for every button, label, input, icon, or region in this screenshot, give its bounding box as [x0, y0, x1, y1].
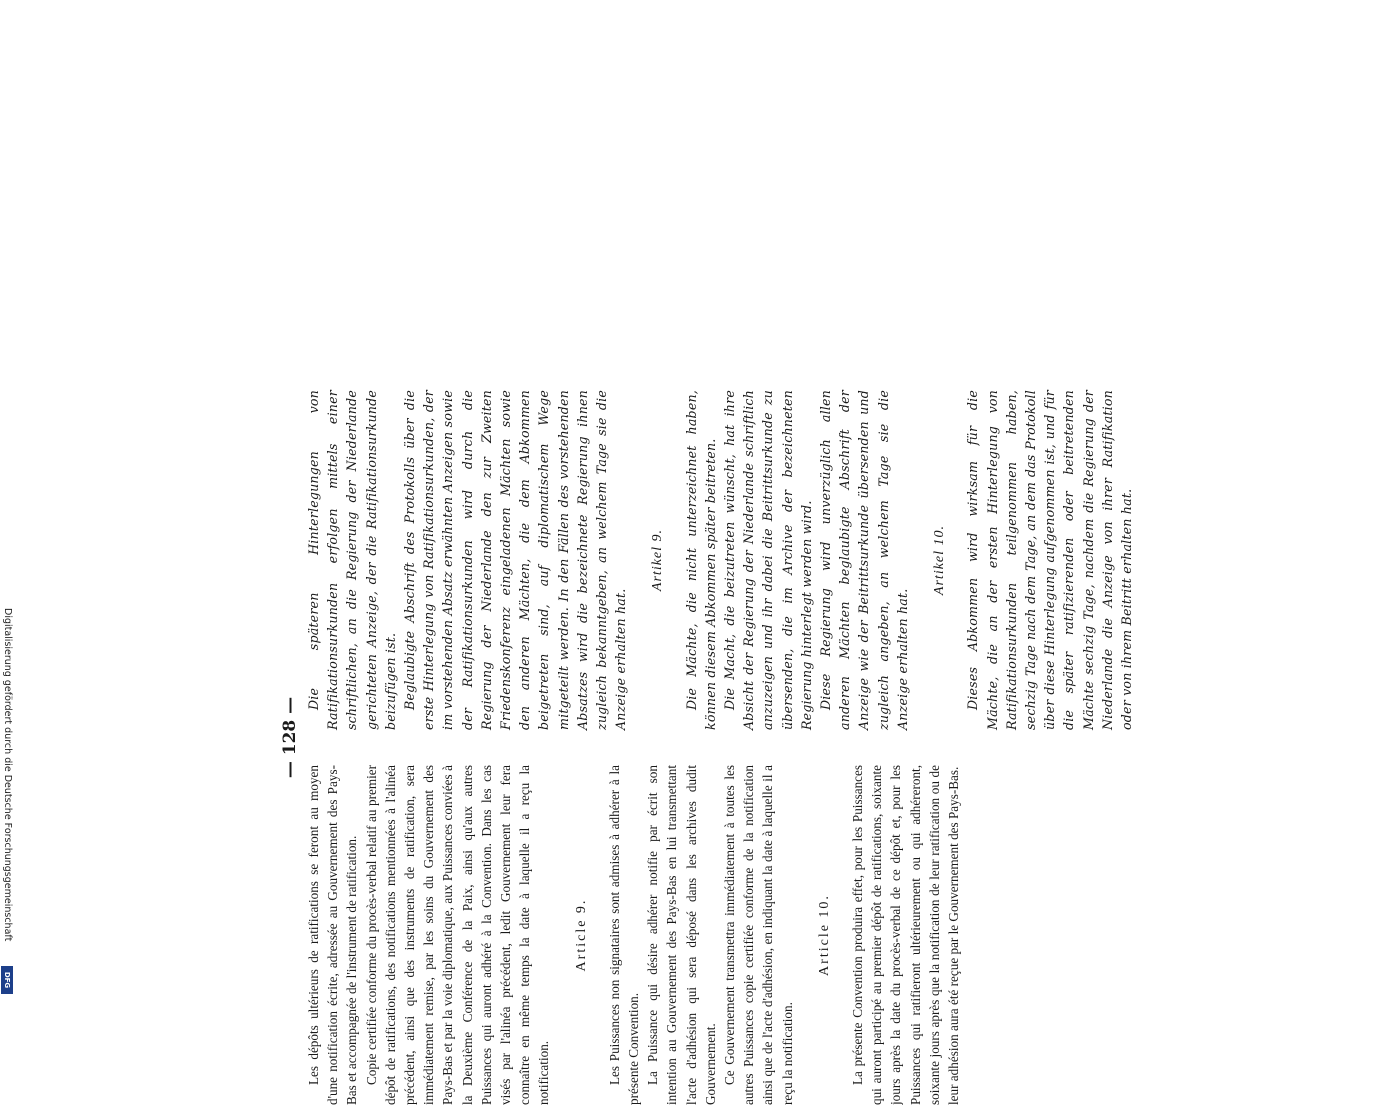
page-number: — 128 —	[280, 696, 300, 779]
funding-note: Digitalisierung gefördert durch die Deutsche Forschungsgemeinschaft	[2, 608, 13, 942]
fr-article-9-paragraph-2: La Puissance qui désire adhérer notifie par écrit son intention au Gouvernement des Pays-Bas en lui transmettant l'acte d'adhésion qui sera déposé dans les archives dudit Gouvernement.	[645, 765, 718, 1105]
de-intro-paragraph-2: Beglaubigte Abschrift des Protokolls über die erste Hinterlegung von Ratifikationsurkunden, der im vorstehenden Absatz erwähnten Anzeigen sowie der Ratifikationsurkunden wird durch die Regierung der Niederlande den zur Zweiten Friedenskonferenz eingeladenen Mächten sowie den anderen Mächten, die dem Abkommen beigetreten sind, auf diplomatischem Wege mitgeteilt werden. In den Fällen des vorstehenden Absatzes wird die bezeichnete Regierung ihnen zugleich bekanntgeben, an welchem Tage sie die Anzeige erhalten hat.	[402, 390, 629, 730]
fr-article-10-title: Article 10.	[816, 894, 832, 976]
de-article-9-paragraph-3: Diese Regierung wird unverzüglich allen anderen Mächten beglaubigte Abschrift der Anzeige wie der Beitrittsurkunde übersenden und zugleich angeben, an welchem Tage sie die Anzeige erhalten hat.	[818, 390, 910, 730]
dfg-logo-text: DFG	[3, 971, 11, 989]
rotated-page	[280, 370, 1360, 1105]
french-column	[304, 765, 963, 1105]
fr-article-9-paragraph-1: Les Puissances non signataires sont admises à adhérer à la présente Convention.	[606, 765, 642, 1105]
de-article-9-paragraph-2: Die Macht, die beizutreten wünscht, hat ihre Absicht der Regierung der Niederlande schriftlich anzuzeigen und ihr dabei die Beitrittsurkunde zu übersenden, die im Archive der bezeichneten Regierung hinterlegt werden wird.	[722, 390, 814, 730]
german-column	[304, 390, 1136, 730]
de-article-9-title: Artikel 9.	[650, 528, 666, 592]
de-article-10-paragraph-1: Dieses Abkommen wird wirksam für die Mächte, die an der ersten Hinterlegung von Ratifikationsurkunden teilgenommen haben, sechzig Tage nach dem Tage, an dem das Protokoll über diese Hinterlegung aufgenommen ist, und für die später ratifizierenden oder beitretenden Mächte sechzig Tage, nachdem die Regierung der Niederlande die Anzeige von ihrer Ratifikation oder von ihrem Beitritt erhalten hat.	[965, 390, 1134, 730]
fr-intro-paragraph-2: Copie certifiée conforme du procès-verbal relatif au premier dépôt de ratifications, des notifications mentionnées à l'alinéa précédent, ainsi que des instruments de ratification, sera immédiatement remise, par les soins du Gouvernement des Pays-Bas et par la voie diplomatique, aux Puissances conviées à la Deuxième Conférence de la Paix, ainsi qu'aux autres Puissances qui auront adhéré à la Convention. Dans les cas visés par l'alinéa précédent, ledit Gouvernement leur fera connaître en même temps la date à laquelle il a reçu la notification.	[363, 765, 552, 1105]
fr-intro-paragraph-1: Les dépôts ultérieurs de ratifications se feront au moyen d'une notification écrite, adressée au Gouvernement des Pays-Bas et accompagnée de l'instrument de ratification.	[306, 765, 360, 1105]
fr-article-9-title: Article 9.	[573, 898, 589, 972]
de-intro-paragraph-1: Die späteren Hinterlegungen von Ratifikationsurkunden erfolgen mittels einer schriftlichen, an die Regierung der Niederlande gerichteten Anzeige, der die Ratifikationsurkunde beizufügen ist.	[306, 390, 398, 730]
funding-sidebar	[0, 600, 14, 1000]
fr-article-10-paragraph-1: La présente Convention produira effet, pour les Puissances qui auront participé au premier dépôt de ratifications, soixante jours après la date du procès-verbal de ce dépôt et, pour les Puissances qui ratifieront ultérieurement ou qui adhéreront, soixante jours après que la notification de leur ratification ou de leur adhésion aura été reçue par le Gouvernement des Pays-Bas.	[850, 765, 962, 1105]
de-article-9-paragraph-1: Die Mächte, die nicht unterzeichnet haben, können diesem Abkommen später beitreten.	[683, 390, 718, 730]
fr-article-9-paragraph-3: Ce Gouvernement transmettra immédiatement à toutes les autres Puissances copie certifiée conforme de la notification ainsi que de l'acte d'adhésion, en indiquant la date à laquelle il a reçu la notification.	[722, 765, 795, 1105]
de-article-10-title: Artikel 10.	[932, 524, 948, 596]
dfg-logo-icon[interactable]	[1, 966, 13, 994]
